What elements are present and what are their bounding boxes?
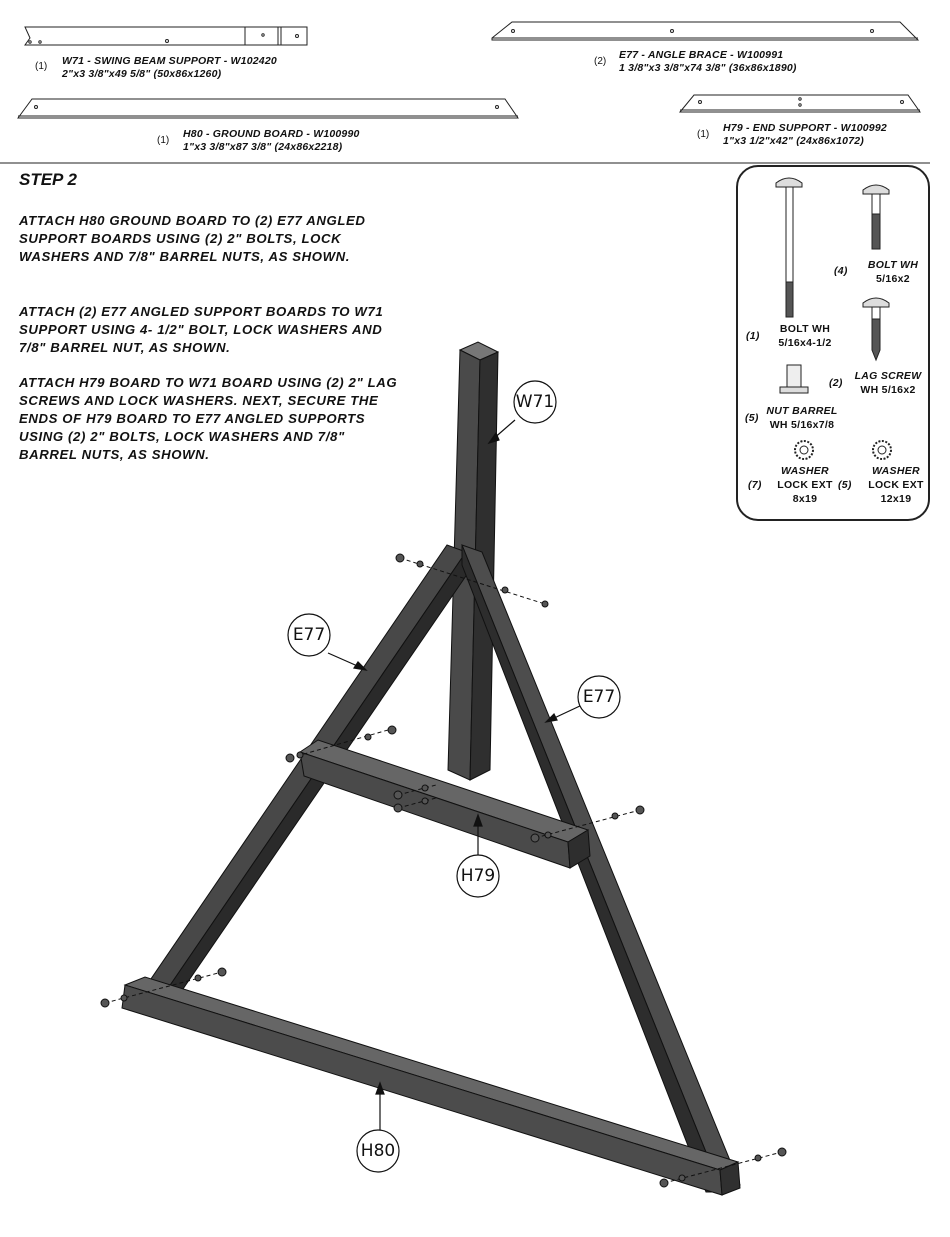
barrel-nut-name: NUT BARREL	[766, 405, 838, 417]
h79-name: H79 - END SUPPORT - W100992	[723, 122, 887, 134]
step-title: STEP 2	[19, 170, 77, 189]
h79-callout: H79	[460, 866, 496, 886]
e77-name: E77 - ANGLE BRACE - W100991	[619, 49, 784, 61]
large-washer-qty: (5)	[838, 479, 852, 491]
h79-dims: 1"x3 1/2"x42" (24x86x1072)	[723, 135, 864, 147]
large-washer-size: 12x19	[880, 493, 912, 505]
lag-screw-size: WH 5/16x2	[860, 384, 916, 396]
e77-qty: (2)	[594, 56, 607, 67]
small-washer-name: WASHER	[781, 465, 829, 477]
instruction-2: ATTACH (2) E77 ANGLED SUPPORT BOARDS TO W71 SUPPORT USING 4- 1/2" BOLT, LOCK WASHERS AND 7/8" BARREL NUT, AS SHOWN.	[19, 304, 384, 355]
e77-dims: 1 3/8"x3 3/8"x74 3/8" (36x86x1890)	[619, 62, 797, 74]
short-bolt-name: BOLT WH	[867, 259, 919, 271]
e77-left-callout: E77	[292, 625, 326, 645]
barrel-nut-size: WH 5/16x7/8	[769, 419, 835, 431]
instruction-3: ATTACH H79 BOARD TO W71 BOARD USING (2) 2" LAG SCREWS AND LOCK WASHERS. NEXT, SECURE THE ENDS OF H79 BOARD TO E77 ANGLED SUPPORTS USING (2) 2" BOLTS, LOCK WASHERS AND 7/8" BARREL NUTS, AS SHOWN.	[19, 375, 398, 462]
small-washer-size: 8x19	[792, 493, 818, 505]
short-bolt-size: 5/16x2	[876, 273, 910, 285]
h79-qty: (1)	[697, 129, 710, 140]
long-bolt-size: 5/16x4-1/2	[778, 337, 832, 349]
h80-qty: (1)	[157, 135, 170, 146]
w71-dims: 2"x3 3/8"x49 5/8" (50x86x1260)	[62, 68, 222, 80]
large-washer-type: LOCK EXT	[868, 479, 924, 491]
h80-callout: H80	[360, 1141, 396, 1161]
small-washer-qty: (7)	[748, 479, 762, 491]
small-washer-type: LOCK EXT	[777, 479, 833, 491]
long-bolt-name: BOLT WH	[779, 323, 831, 335]
lag-screw-qty: (2)	[829, 377, 843, 389]
h80-name: H80 - GROUND BOARD - W100990	[183, 128, 360, 140]
w71-callout: W71	[515, 392, 555, 412]
barrel-nut-qty: (5)	[745, 412, 759, 424]
lag-screw-name: LAG SCREW	[854, 370, 922, 382]
large-washer-name: WASHER	[872, 465, 920, 477]
short-bolt-qty: (4)	[834, 265, 848, 277]
instruction-1: ATTACH H80 GROUND BOARD TO (2) E77 ANGLED SUPPORT BOARDS USING (2) 2" BOLTS, LOCK WASHERS AND 7/8" BARREL NUTS, AS SHOWN.	[19, 213, 366, 264]
w71-name: W71 - SWING BEAM SUPPORT - W102420	[62, 55, 277, 67]
long-bolt-qty: (1)	[746, 330, 760, 342]
e77-right-callout: E77	[582, 687, 616, 707]
h80-dims: 1"x3 3/8"x87 3/8" (24x86x2218)	[183, 141, 343, 153]
w71-qty: (1)	[35, 61, 48, 72]
